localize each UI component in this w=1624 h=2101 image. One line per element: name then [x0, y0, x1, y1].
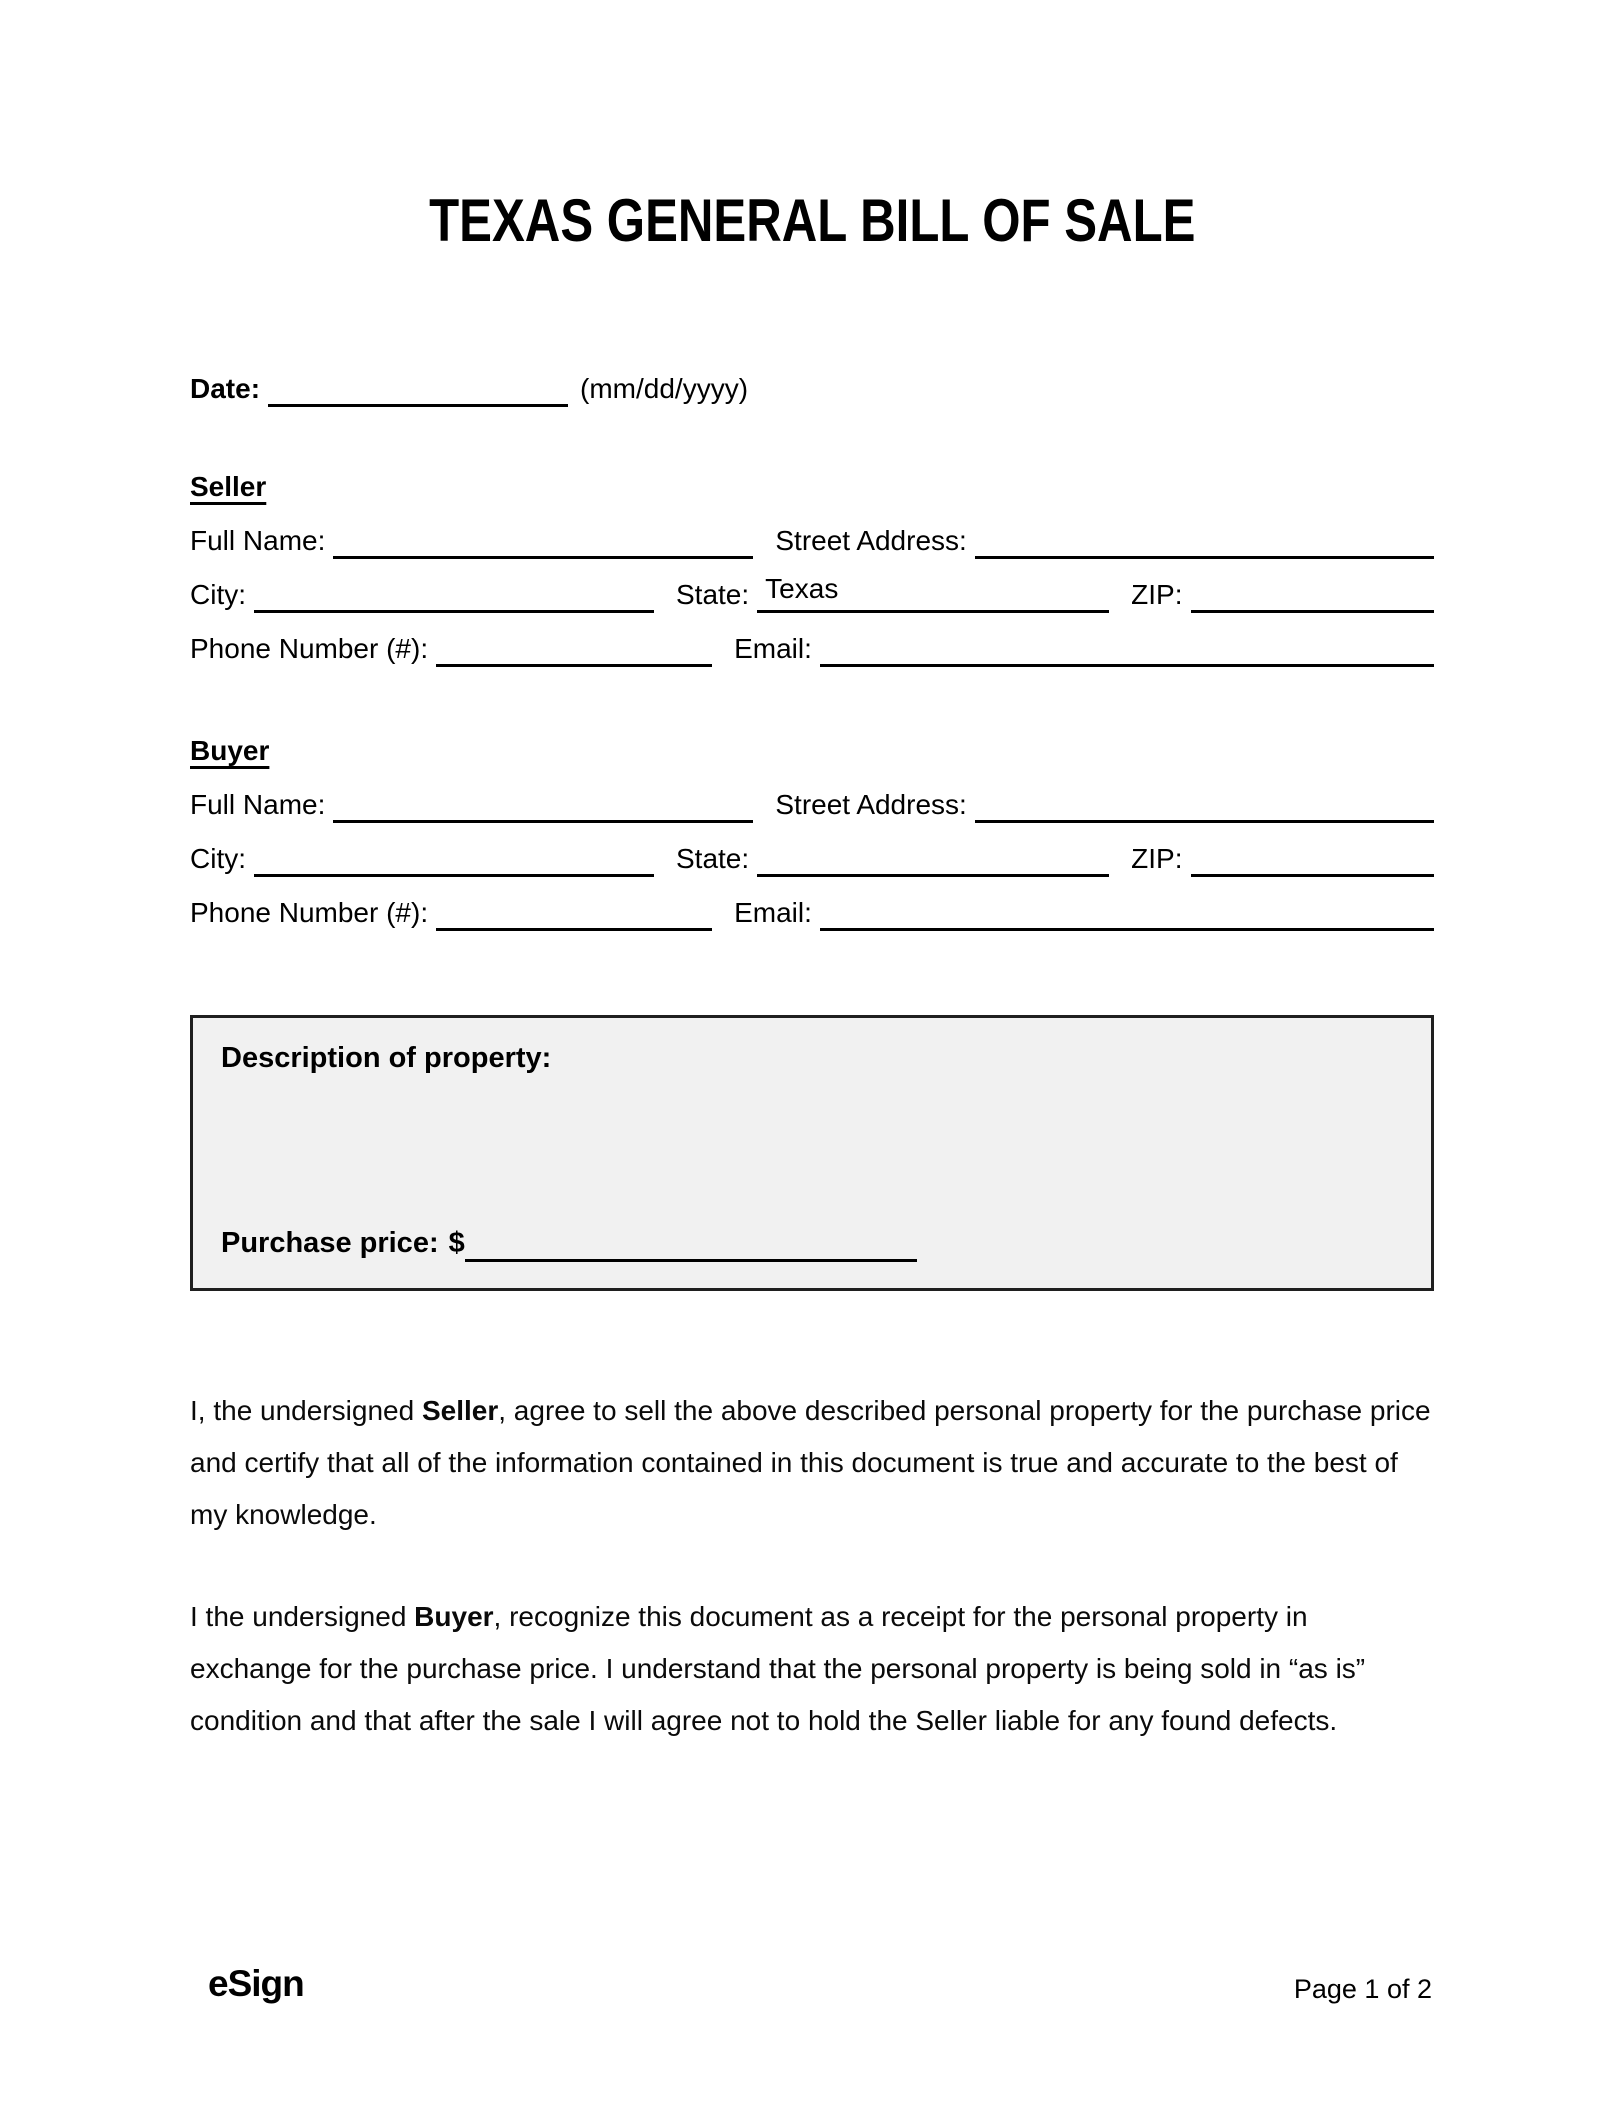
date-label: Date:: [190, 373, 261, 404]
seller-agreement-paragraph: I, the undersigned Seller, agree to sell the above described personal property for the purchase price and certify that all of the information contained in this document is true and accurate to the best of my knowledge.: [190, 1395, 1431, 1530]
currency-symbol: $: [448, 1227, 465, 1259]
buyer-agreement-paragraph: I the undersigned Buyer, recognize this document as a receipt for the personal property in exchange for the purchase price. I understand that the personal property is being sold in “as is” condition and that after the sale I will agree not to hold the Seller liable for any found defects.: [190, 1601, 1366, 1736]
buyer-full-name-label: Full Name:: [190, 789, 326, 820]
purchase-price-line[interactable]: [465, 1228, 917, 1262]
buyer-city-state-zip-row: [190, 841, 1434, 877]
buyer-city-line[interactable]: [254, 843, 654, 877]
buyer-state-label: State:: [676, 843, 750, 874]
seller-zip-label: ZIP:: [1131, 579, 1183, 610]
seller-name-address-row: [190, 523, 1434, 559]
buyer-zip-line[interactable]: [1191, 843, 1434, 877]
date-line[interactable]: [268, 373, 568, 407]
seller-city-line[interactable]: [254, 579, 654, 613]
seller-state-value: Texas: [765, 573, 839, 604]
seller-full-name-label: Full Name:: [190, 525, 326, 556]
seller-phone-email-row: [190, 631, 1434, 667]
date-format-hint: (mm/dd/yyyy): [580, 373, 749, 404]
esign-brand-logo: eSign: [208, 1963, 304, 2004]
buyer-phone-email-row: [190, 895, 1434, 931]
seller-street-address-line[interactable]: [975, 525, 1434, 559]
buyer-street-address-label: Street Address:: [775, 789, 967, 820]
seller-zip-line[interactable]: [1191, 579, 1434, 613]
buyer-name-address-row: [190, 787, 1434, 823]
seller-email-line[interactable]: [820, 633, 1434, 667]
buyer-phone-label: Phone Number (#):: [190, 897, 429, 928]
seller-section-heading: Seller: [190, 471, 267, 502]
seller-city-state-zip-row: [190, 573, 1434, 613]
seller-city-label: City:: [190, 579, 246, 610]
seller-state-line[interactable]: [757, 573, 1109, 613]
seller-street-address-label: Street Address:: [775, 525, 967, 556]
buyer-email-line[interactable]: [820, 897, 1434, 931]
seller-phone-label: Phone Number (#):: [190, 633, 429, 664]
seller-full-name-line[interactable]: [333, 525, 753, 559]
page-indicator: Page 1 of 2: [1293, 1974, 1432, 2004]
seller-email-label: Email:: [734, 633, 812, 664]
buyer-section-heading: Buyer: [190, 735, 270, 766]
buyer-phone-line[interactable]: [436, 897, 712, 931]
buyer-city-label: City:: [190, 843, 246, 874]
buyer-street-address-line[interactable]: [975, 789, 1434, 823]
buyer-state-line[interactable]: [757, 843, 1109, 877]
property-description-box: [190, 1015, 1434, 1291]
page-title: TEXAS GENERAL BILL OF SALE: [428, 187, 1196, 254]
buyer-full-name-line[interactable]: [333, 789, 753, 823]
purchase-price-label: Purchase price:: [221, 1227, 439, 1259]
seller-state-label: State:: [676, 579, 750, 610]
seller-phone-line[interactable]: [436, 633, 712, 667]
page-footer: [208, 1963, 1432, 2005]
purchase-price-row: [221, 1224, 1403, 1262]
date-row: [190, 371, 1434, 407]
buyer-email-label: Email:: [734, 897, 812, 928]
buyer-zip-label: ZIP:: [1131, 843, 1183, 874]
property-description-label: Description of property:: [221, 1042, 552, 1074]
